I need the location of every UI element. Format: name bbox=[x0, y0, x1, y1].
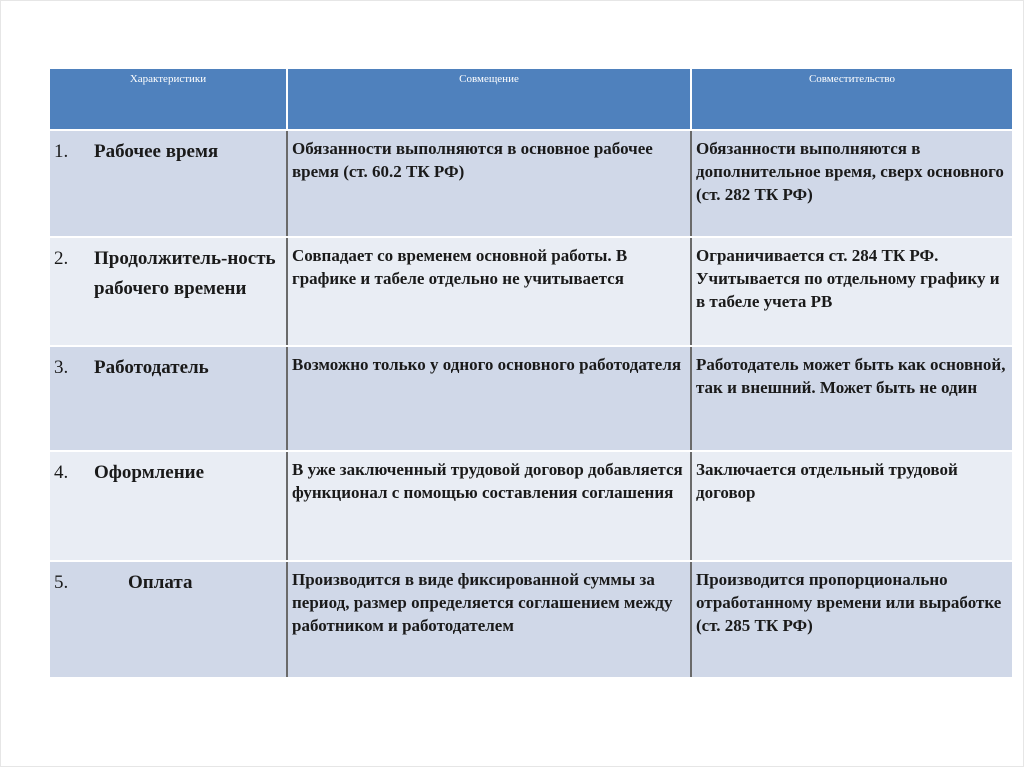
table-header-row bbox=[49, 68, 1013, 130]
part-time-text: Обязанности выполняются в дополнительное время, сверх основного (ст. 282 ТК РФ) bbox=[696, 139, 1004, 204]
table-row bbox=[49, 451, 1013, 561]
combination-text: В уже заключенный трудовой договор добавляется функционал с помощью составления соглашения bbox=[292, 460, 683, 502]
header-combination: Совмещение bbox=[287, 68, 691, 130]
row-label-cell bbox=[49, 237, 287, 346]
table-row bbox=[49, 130, 1013, 237]
header-characteristics: Характеристики bbox=[49, 68, 287, 130]
header-part-time: Совместительство bbox=[691, 68, 1013, 130]
row-label-cell bbox=[49, 561, 287, 678]
combination-cell bbox=[287, 130, 691, 237]
row-number: 3. bbox=[54, 357, 69, 378]
part-time-text: Работодатель может быть как основной, так и внешний. Может быть не один bbox=[696, 355, 1006, 397]
row-number: 1. bbox=[54, 141, 69, 162]
row-label: Оформление bbox=[94, 462, 205, 483]
part-time-cell bbox=[691, 346, 1013, 451]
combination-cell bbox=[287, 346, 691, 451]
combination-cell bbox=[287, 237, 691, 346]
combination-cell bbox=[287, 561, 691, 678]
comparison-table-container bbox=[48, 67, 1012, 679]
combination-text: Возможно только у одного основного работодателя bbox=[292, 355, 682, 374]
part-time-cell bbox=[691, 451, 1013, 561]
table-row bbox=[49, 346, 1013, 451]
part-time-text: Ограничивается ст. 284 ТК РФ. Учитывается по отдельному графику и в табеле учета РВ bbox=[696, 246, 1000, 311]
part-time-text: Заключается отдельный трудовой договор bbox=[696, 460, 958, 502]
row-label-cell bbox=[49, 130, 287, 237]
row-label-cell bbox=[49, 346, 287, 451]
table-row bbox=[49, 561, 1013, 678]
part-time-cell bbox=[691, 237, 1013, 346]
row-label-cell bbox=[49, 451, 287, 561]
row-number: 2. bbox=[54, 248, 69, 269]
comparison-table bbox=[48, 67, 1014, 679]
row-number: 5. bbox=[54, 572, 69, 593]
row-label: Работодатель bbox=[94, 357, 209, 378]
part-time-cell bbox=[691, 130, 1013, 237]
row-label: Оплата bbox=[128, 572, 193, 593]
table-row bbox=[49, 237, 1013, 346]
row-number: 4. bbox=[54, 462, 69, 483]
part-time-text: Производится пропорционально отработанному времени или выработке (ст. 285 ТК РФ) bbox=[696, 570, 1002, 635]
combination-cell bbox=[287, 451, 691, 561]
row-label: Продолжитель-ность рабочего времени bbox=[94, 248, 276, 299]
part-time-cell bbox=[691, 561, 1013, 678]
combination-text: Обязанности выполняются в основное рабочее время (ст. 60.2 ТК РФ) bbox=[292, 139, 653, 181]
combination-text: Совпадает со временем основной работы. В графике и табеле отдельно не учитывается bbox=[292, 246, 628, 288]
row-label: Рабочее время bbox=[94, 141, 219, 162]
combination-text: Производится в виде фиксированной суммы за период, размер определяется соглашением между работником и работодателем bbox=[292, 570, 673, 635]
